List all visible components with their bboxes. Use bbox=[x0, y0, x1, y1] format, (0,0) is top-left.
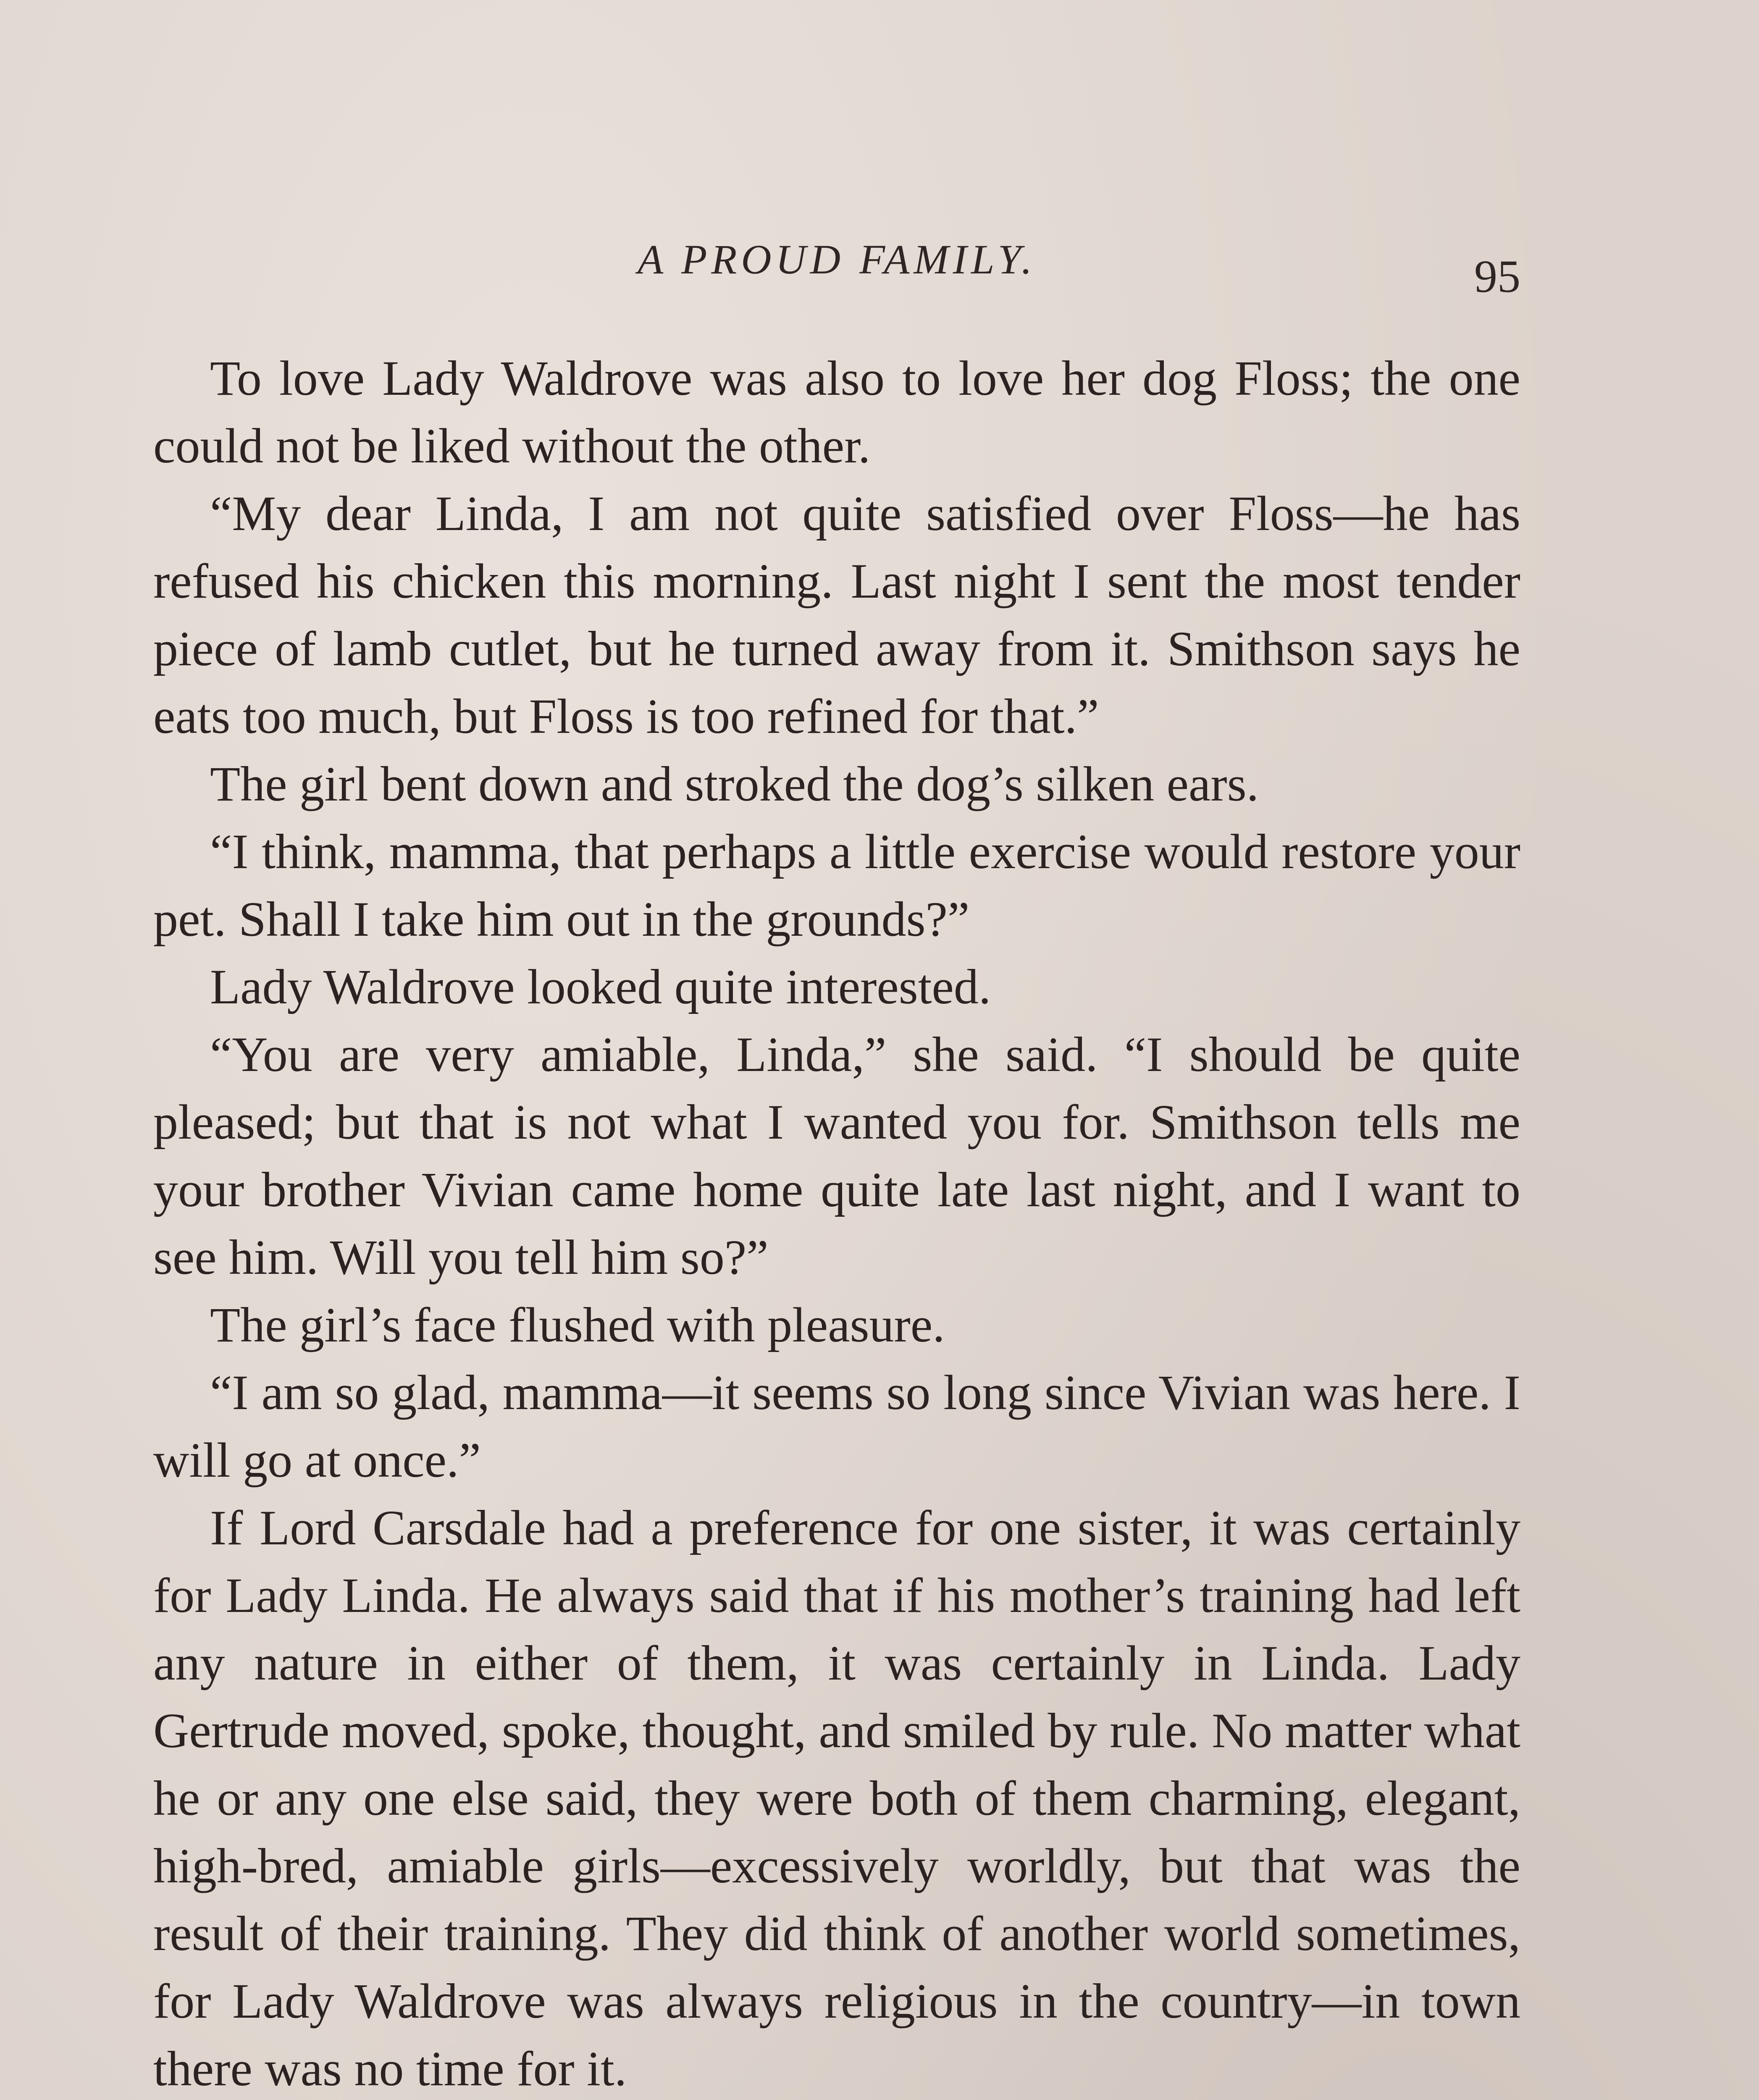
paragraph: If Lord Carsdale had a preference for one sister, it was certainly for Lady Linda. He always said that if his mother’s training had left any nature in either of them, it was certainly in Linda. Lady Gertrude moved, spoke, thought, and smiled by rule. No matter what he or any one else said, they were both of them charming, elegant, high-bred, amiable girls—excessively worldly, but that was the result of their training. They did think of another world sometimes, for Lady Waldrove was always religious in the country—in town there was no time for it. bbox=[153, 1500, 1520, 2096]
paragraph: “I am so glad, mamma—it seems so long since Vivian was here. I will go at once.” bbox=[153, 1365, 1520, 1488]
running-title: A PROUD FAMILY. bbox=[637, 236, 1037, 283]
paragraph: The girl’s face flushed with pleasure. bbox=[210, 1297, 945, 1352]
paragraph: “My dear Linda, I am not quite satisfied over Floss—he has refused his chicken this morning. Last night I sent the most tender piece of lamb cutlet, but he turned away from it. Smithson says he eats too much, but Floss is too refined for that.” bbox=[153, 486, 1520, 744]
paragraph: “You are very amiable, Linda,” she said. “I should be quite pleased; but that is not what I wanted you for. Smithson tells me your brother Vivian came home quite late last night, and I want to see him. Will you tell him so?” bbox=[153, 1027, 1520, 1285]
paragraph: Lady Waldrove looked quite interested. bbox=[210, 959, 991, 1014]
paragraph: To love Lady Waldrove was also to love her dog Floss; the one could not be liked without the other. bbox=[153, 351, 1520, 473]
paragraph: The girl bent down and stroked the dog’s silken ears. bbox=[210, 756, 1259, 811]
paragraph: “I think, mamma, that perhaps a little exercise would restore your pet. Shall I take him out in the grounds?” bbox=[153, 824, 1520, 947]
page-header bbox=[153, 227, 1520, 302]
body-text bbox=[153, 344, 1520, 2100]
page-number: 95 bbox=[1474, 251, 1520, 302]
